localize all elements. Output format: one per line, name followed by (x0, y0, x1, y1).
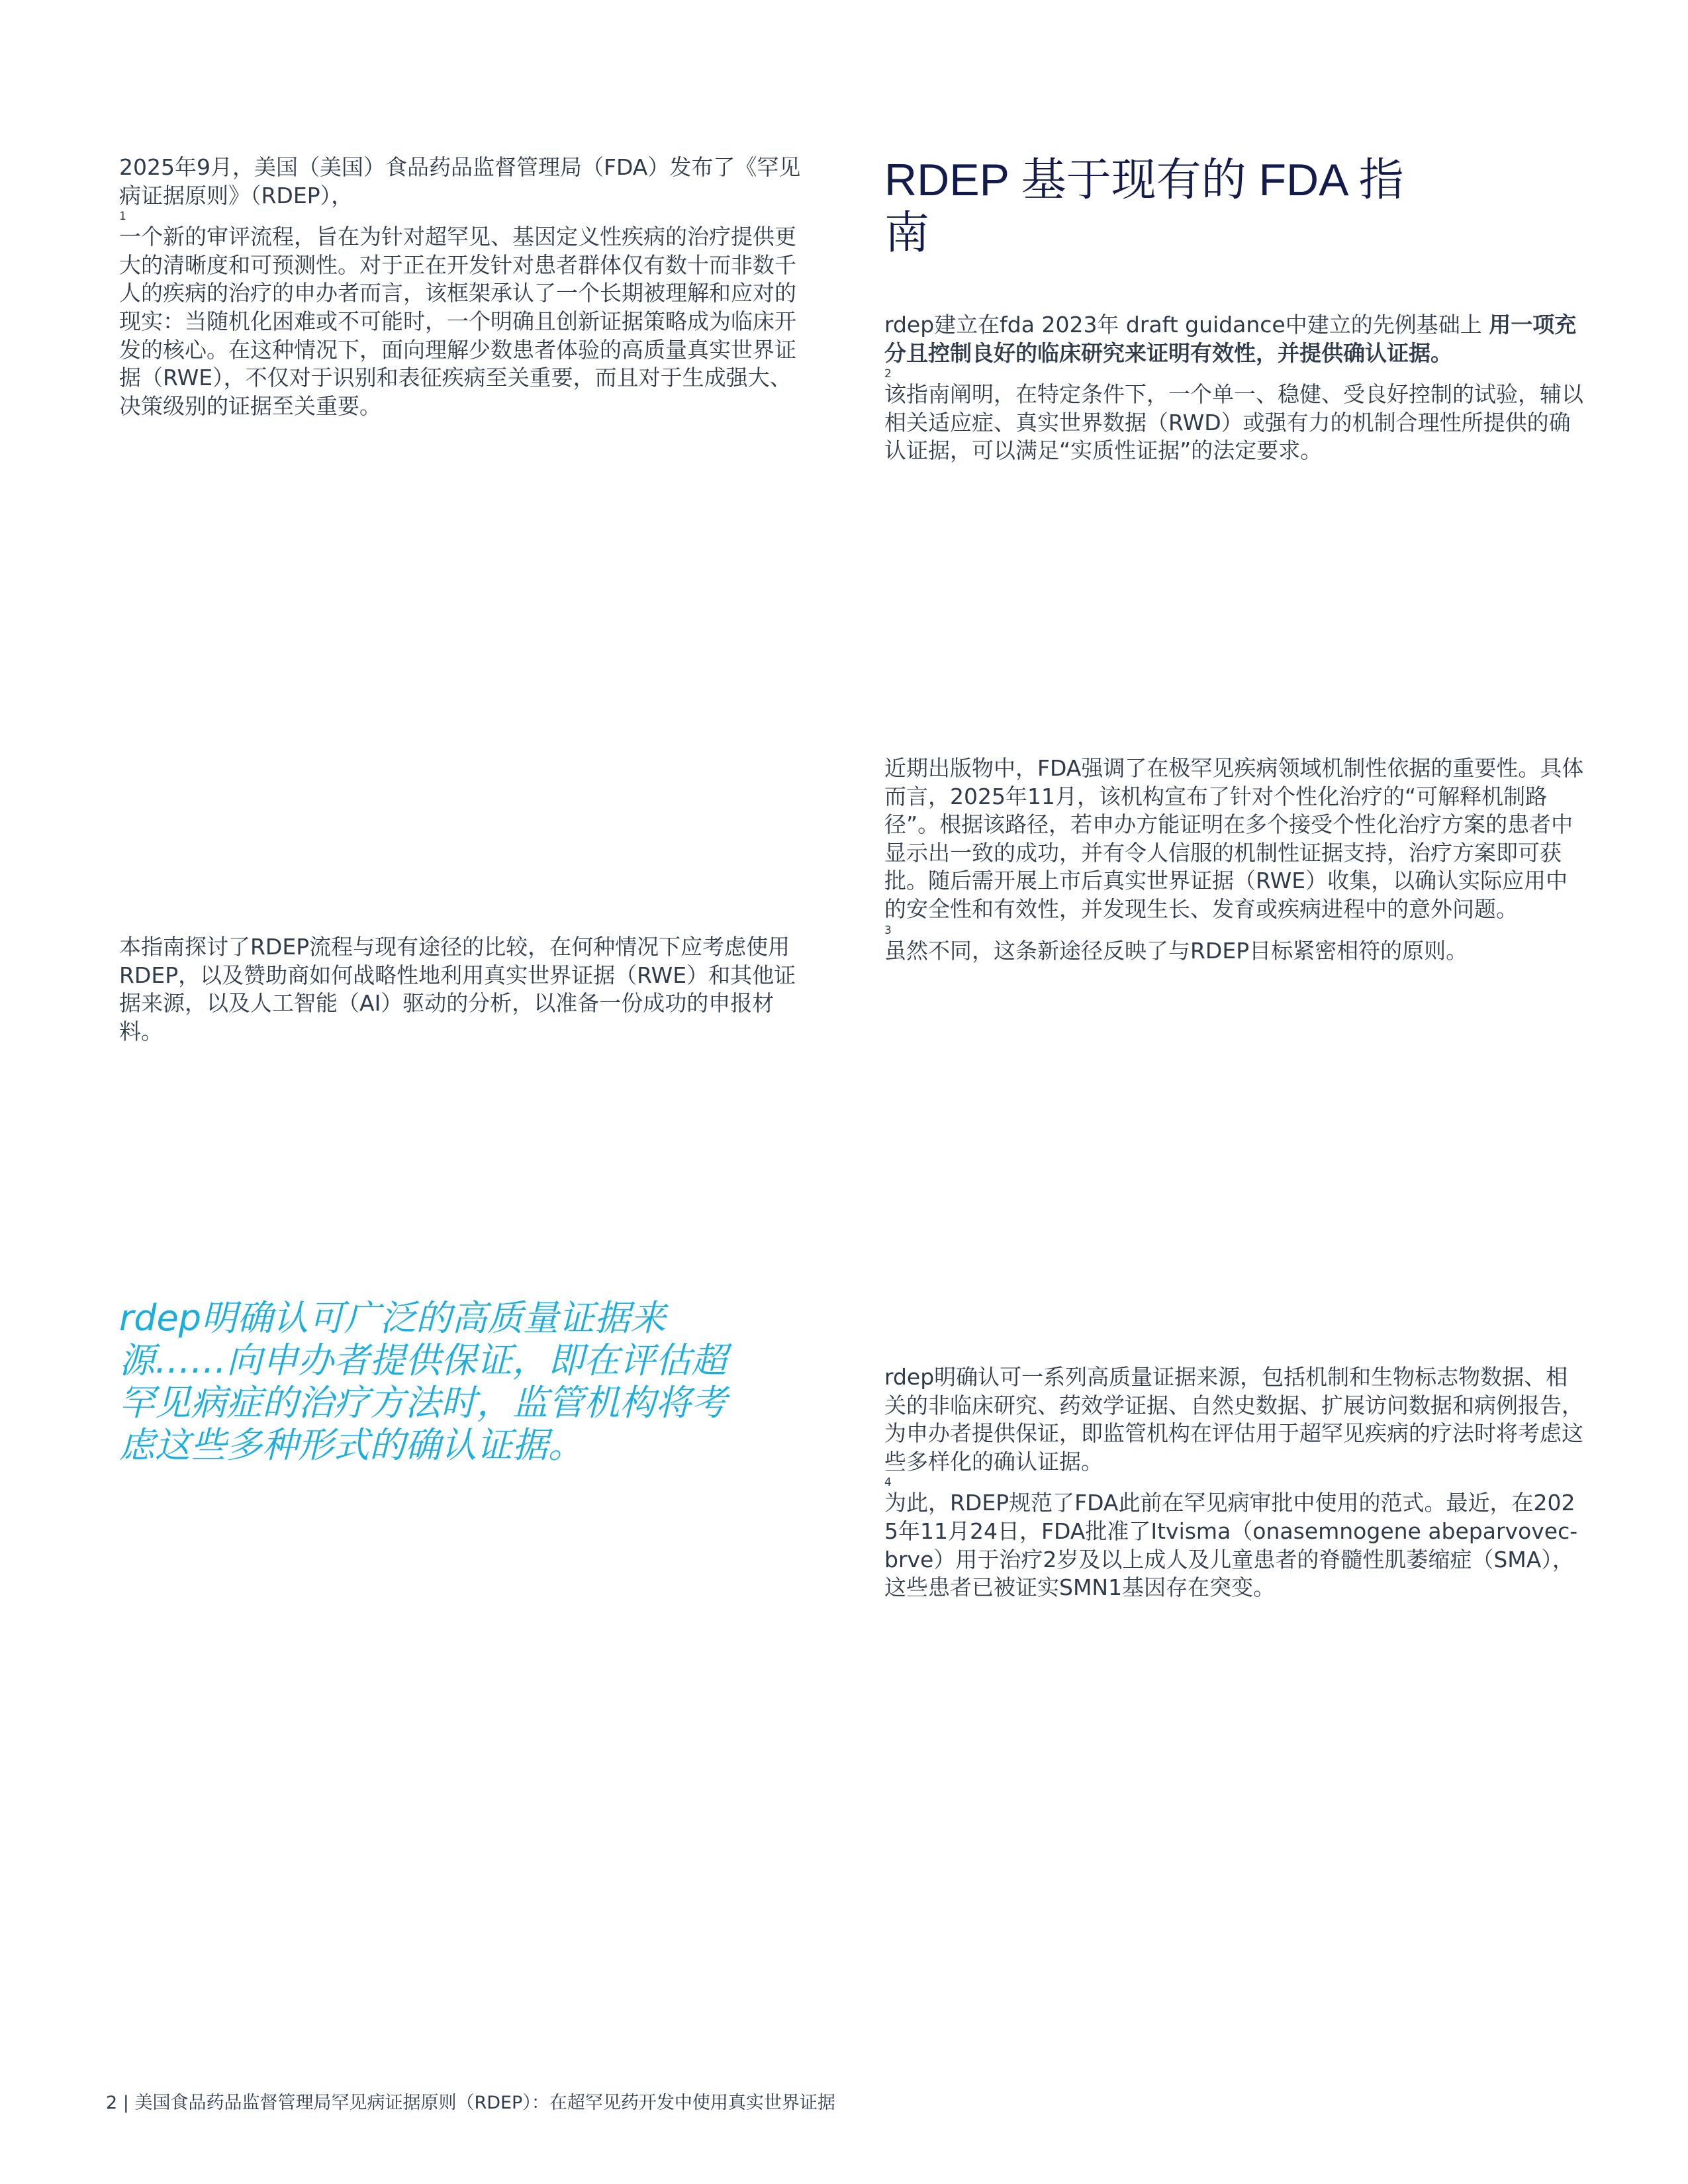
footnote-3: 3 (884, 923, 892, 937)
basis-lead (884, 311, 1586, 367)
sources-section (884, 1363, 1586, 1602)
guide-paragraph: 本指南探讨了RDEP流程与现有途径的比较，在何种情况下应考虑使用RDEP，以及赞助商如何战略性地利用真实世界证据（RWE）和其他证据来源，以及人工智能（AI）驱动的分析，以准备一份成功的申报材料。 (119, 934, 796, 1044)
recent-tail: 虽然不同，这条新途径反映了与RDEP目标紧密相符的原则。 (884, 937, 1468, 964)
pull-quote (119, 1297, 735, 1467)
footnote-4: 4 (884, 1476, 892, 1490)
recent-section (884, 754, 1586, 965)
basis-bold-text: 用一项充分且控制良好的临床研究来证明有效性，并提供确认证据。 (884, 312, 1577, 366)
section-heading-block (884, 154, 1427, 259)
intro-body: 一个新的审评流程，旨在为针对超罕见、基因定义性疾病的治疗提供更大的清晰度和可预测性。对于正在开发针对患者群体仅有数十而非数千人的疾病的治疗的申办者而言，该框架承认了一个长期被理解和应对的现实：当随机化困难或不可能时，一个明确且创新证据策略成为临床开发的核心。在这种情况下，面向理解少数患者体验的高质量真实世界证据（RWE），不仅对于识别和表征疾病至关重要，而且对于生成强大、决策级别的证据至关重要。 (119, 224, 796, 419)
recent-body: 近期出版物中，FDA强调了在极罕见疾病领域机制性依据的重要性。具体而言，2025年11月，该机构宣布了针对个性化治疗的“可解释机制路径”。根据该路径，若申办方能证明在多个接受个性化治疗方案的患者中显示出一致的成功，并有令人信服的机制性证据支持，治疗方案即可获批。随后需开展上市后真实世界证据（RWE）收集，以确认实际应用中的安全性和有效性，并发现生长、发育或疾病进程中的意外问题。 (884, 755, 1584, 922)
basis-body: 该指南阐明，在特定条件下，一个单一、稳健、受良好控制的试验，辅以相关适应症、真实世界数据（RWD）或强有力的机制合理性所提供的确认证据，可以满足“实质性证据”的法定要求。 (884, 381, 1583, 464)
pull-quote-text: rdep明确认可广泛的高质量证据来源……向申办者提供保证，即在评估超罕见病症的治疗方法时，监管机构将考虑这些多种形式的确认证据。 (119, 1297, 727, 1466)
basis-lead-text: rdep建立在fda 2023年 draft guidance中建立的先例基础上 (884, 312, 1489, 338)
intro-first-line: 2025年9月，美国（美国）食品药品监督管理局（FDA）发布了《罕见病证据原则》（RDEP）， (119, 154, 801, 208)
section-heading: RDEP 基于现有的 FDA 指南 (884, 155, 1404, 258)
basis-section (884, 311, 1586, 465)
footnote-2: 2 (884, 367, 892, 381)
guide-section (119, 933, 801, 1046)
sources-body: rdep明确认可一系列高质量证据来源，包括机制和生物标志物数据、相关的非临床研究、药效学证据、自然史数据、扩展访问数据和病例报告，为申办者提供保证，即监管机构在评估用于超罕见疾病的疗法时将考虑这些多样化的确认证据。 (884, 1364, 1583, 1475)
page-footer: 2 | 美国食品药品监督管理局罕见病证据原则（RDEP）：在超罕见药开发中使用真实世界证据 (106, 2093, 835, 2113)
intro-section (119, 154, 801, 420)
sources-tail: 为此，RDEP规范了FDA此前在罕见病审批中使用的范式。最近，在2025年11月24日，FDA批准了Itvisma（onasemnogene abeparvovec-brve）用于治疗2岁及以上成人及儿童患者的脊髓性肌萎缩症（SMA），这些患者已被证实SMN1基因存在突变。 (884, 1490, 1578, 1601)
footnote-1: 1 (119, 210, 126, 224)
